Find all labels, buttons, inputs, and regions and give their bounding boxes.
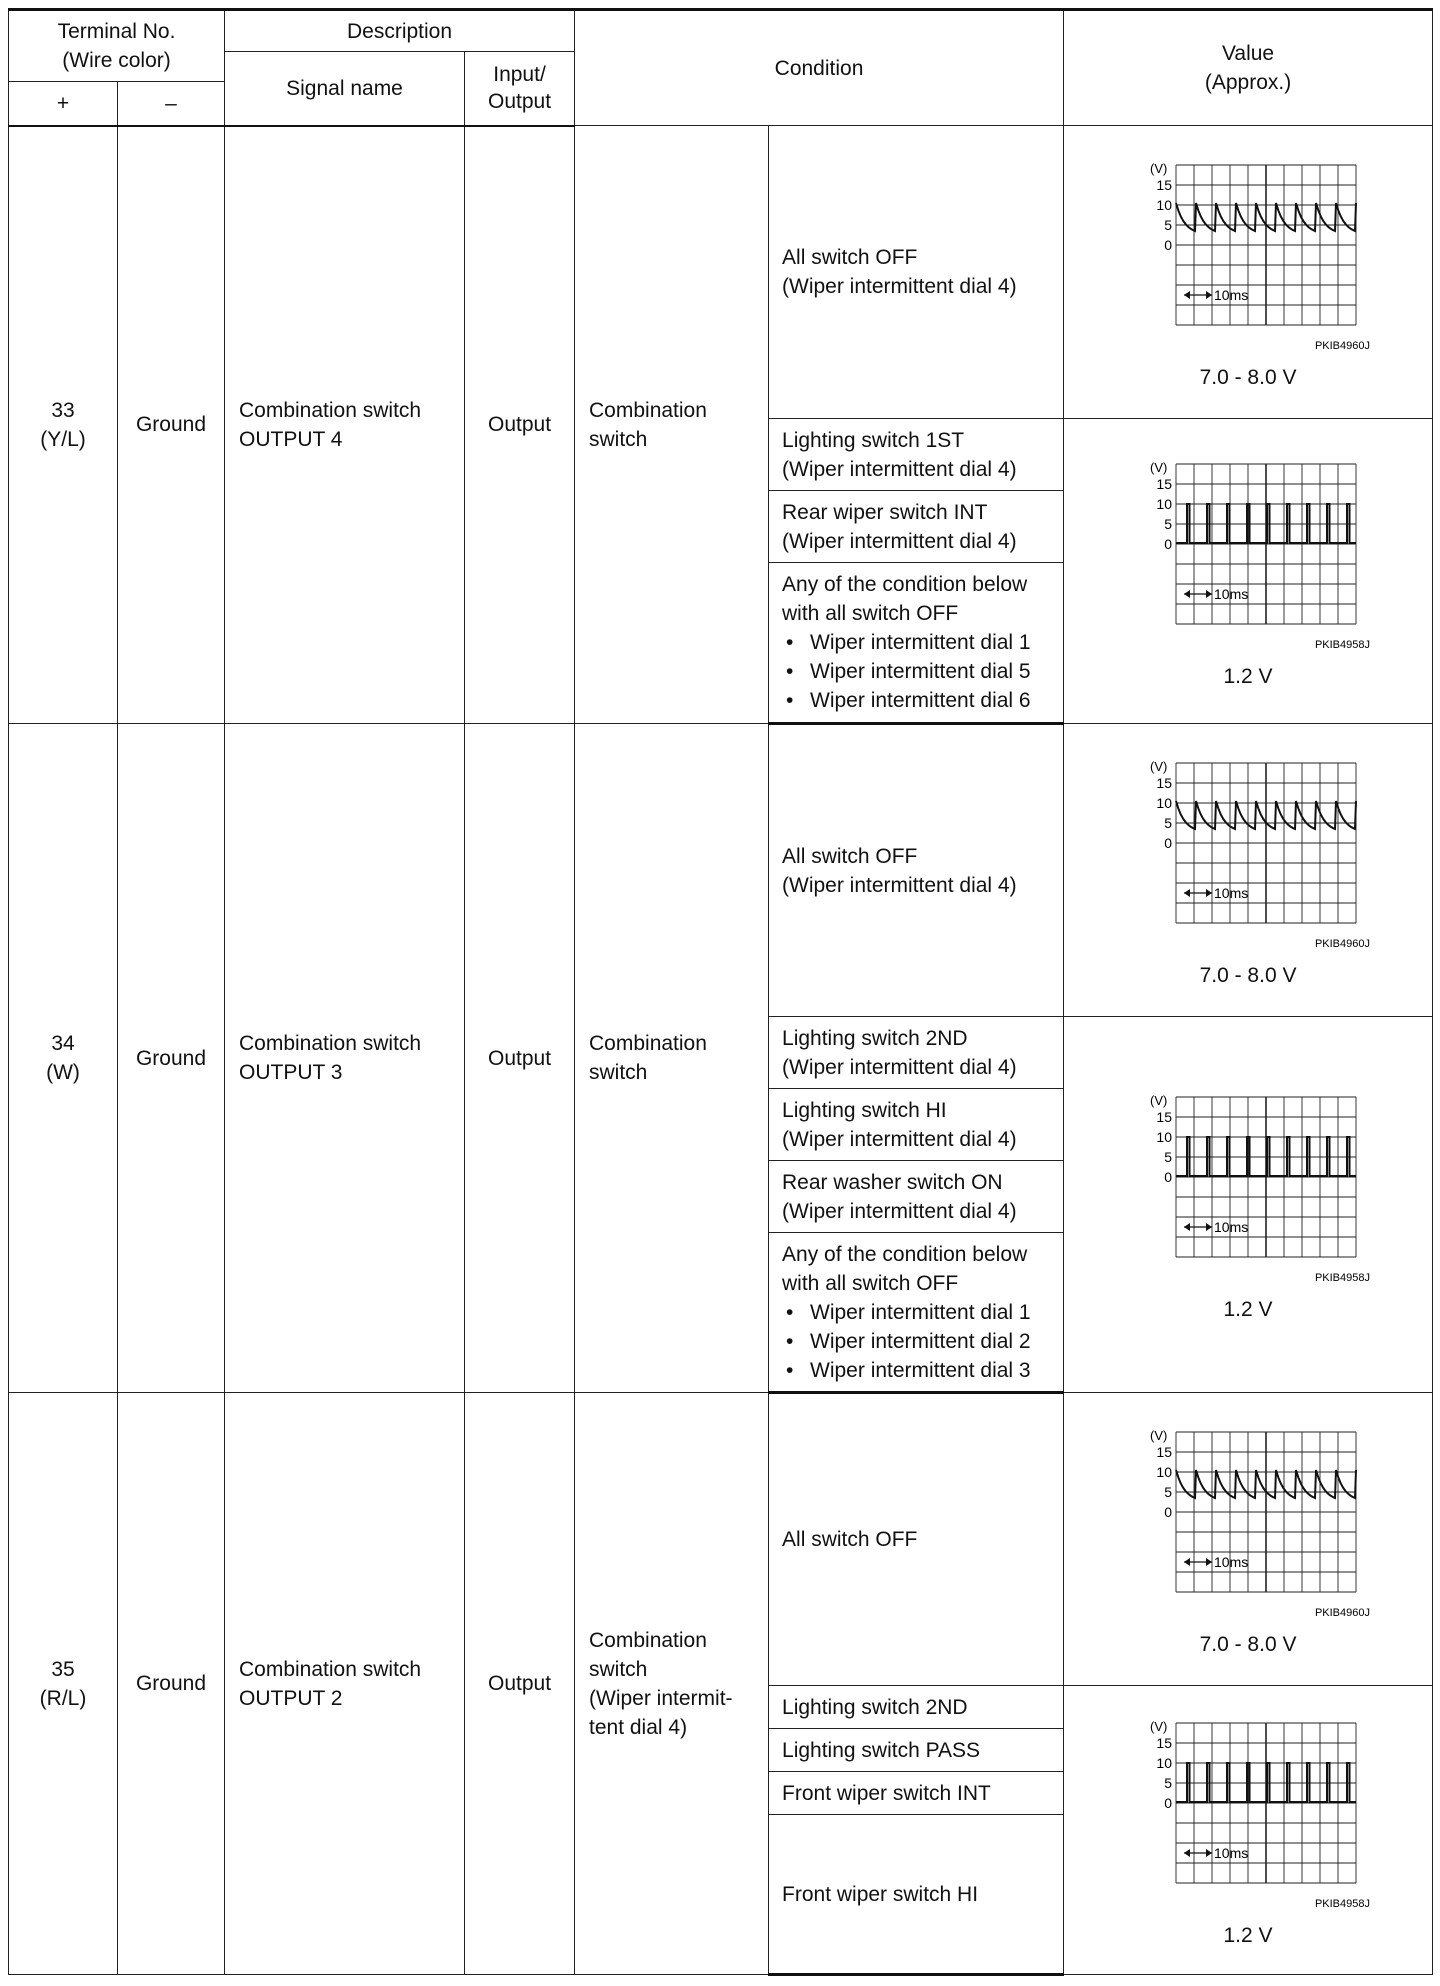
y-tick-label: 15 (1156, 1443, 1173, 1460)
io-35: Output (465, 1393, 575, 1975)
io-34: Output (465, 724, 575, 1393)
minus-header: – (118, 82, 225, 126)
condition-35-0: All switch OFF (769, 1393, 1064, 1686)
time-scale-label: 10ms (1214, 884, 1249, 901)
value-label: Value (1221, 42, 1275, 65)
time-scale-label: 10ms (1214, 1553, 1249, 1570)
y-tick-label: 0 (1164, 1169, 1173, 1185)
y-tick-label: 15 (1156, 1734, 1173, 1751)
condition-34-4-text: Any of the condition below with all switch OFF (782, 1242, 1028, 1295)
waveform-tri-chart (1118, 1420, 1378, 1630)
terminal-plus-34: 34 (W) (9, 724, 118, 1393)
condition-33-2: Rear wiper switch INT (Wiper intermittent dial 4) (769, 491, 1064, 563)
y-tick-label: 0 (1164, 834, 1173, 851)
waveform-trace (1176, 1137, 1356, 1176)
value-cell-33-1 (1064, 419, 1433, 724)
axis-unit-label: (V) (1150, 758, 1168, 774)
figure-code: PKIB4960J (1314, 937, 1371, 950)
arrow-head-right-icon (1206, 291, 1212, 299)
value-cell-33-0 (1064, 126, 1433, 419)
condition-35-4: Front wiper switch HI (769, 1815, 1064, 1975)
y-tick-label: 5 (1164, 1774, 1173, 1791)
figure-code: PKIB4960J (1314, 1606, 1371, 1619)
value-text: 7.0 - 8.0 V (1199, 1632, 1297, 1656)
waveform-tri-chart (1118, 751, 1378, 961)
axis-unit-label: (V) (1150, 1093, 1168, 1108)
value-text: 7.0 - 8.0 V (1199, 365, 1297, 389)
condition-34-4-bullets (782, 1298, 1059, 1385)
bullet-item: • Wiper intermittent dial 3 (782, 1356, 1059, 1385)
condition-main-34: Combination switch (575, 724, 769, 1393)
y-tick-label: 5 (1164, 515, 1173, 532)
y-tick-label: 15 (1156, 1109, 1173, 1125)
y-tick-label: 10 (1156, 196, 1173, 213)
axis-unit-label: (V) (1150, 160, 1168, 176)
condition-35-2: Lighting switch PASS (769, 1729, 1064, 1772)
arrow-head-left-icon (1184, 590, 1190, 598)
figure-code: PKIB4960J (1314, 339, 1371, 352)
y-tick-label: 15 (1156, 176, 1173, 193)
bullet-item: • Wiper intermittent dial 5 (782, 657, 1059, 686)
arrow-head-right-icon (1206, 1223, 1212, 1231)
value-cell-35-0 (1064, 1393, 1433, 1686)
condition-33-3-text: Any of the condition below with all switch OFF (782, 573, 1028, 625)
y-tick-label: 5 (1164, 216, 1173, 233)
signal-name-34: Combination switch OUTPUT 3 (225, 724, 465, 1393)
value-header (1064, 10, 1433, 126)
y-tick-label: 10 (1156, 1129, 1173, 1145)
time-scale-label: 10ms (1214, 585, 1249, 602)
figure-code: PKIB4958J (1314, 638, 1371, 651)
arrow-head-left-icon (1184, 291, 1190, 299)
bullet-item: • Wiper intermittent dial 2 (782, 1327, 1059, 1356)
y-tick-label: 10 (1156, 1463, 1173, 1480)
terminal-no-label: Terminal No. (57, 20, 176, 43)
axis-unit-label: (V) (1150, 1718, 1168, 1734)
bullet-item: • Wiper intermittent dial 1 (782, 1298, 1059, 1327)
arrow-head-left-icon (1184, 1223, 1190, 1231)
time-scale-label: 10ms (1214, 1219, 1249, 1235)
arrow-head-right-icon (1206, 590, 1212, 598)
condition-33-3-bullets (782, 628, 1059, 715)
value-cell-35-1 (1064, 1686, 1433, 1975)
waveform-trace (1176, 1763, 1356, 1802)
arrow-head-right-icon (1206, 1849, 1212, 1857)
y-tick-label: 10 (1156, 794, 1173, 811)
y-tick-label: 0 (1164, 535, 1173, 552)
y-tick-label: 10 (1156, 495, 1173, 512)
plus-header: + (9, 82, 118, 126)
waveform-pulse-chart (1118, 1711, 1378, 1921)
y-tick-label: 0 (1164, 1794, 1173, 1811)
condition-33-3 (769, 563, 1064, 724)
terminal-plus-33: 33 (Y/L) (9, 126, 118, 724)
bullet-item: • Wiper intermittent dial 1 (782, 628, 1059, 657)
signal-name-35: Combination switch OUTPUT 2 (225, 1393, 465, 1975)
terminal-minus-35: Ground (118, 1393, 225, 1975)
condition-main-35: Combination switch (Wiper intermit- tent dial 4) (575, 1393, 769, 1975)
axis-unit-label: (V) (1150, 1427, 1168, 1443)
waveform-tri-chart (1118, 153, 1378, 363)
condition-header: Condition (575, 10, 1064, 126)
condition-35-1: Lighting switch 2ND (769, 1686, 1064, 1729)
condition-33-1: Lighting switch 1ST (Wiper intermittent dial 4) (769, 419, 1064, 491)
condition-34-0: All switch OFF (Wiper intermittent dial 4) (769, 724, 1064, 1017)
value-text: 7.0 - 8.0 V (1199, 963, 1297, 987)
y-tick-label: 5 (1164, 1149, 1173, 1165)
y-tick-label: 5 (1164, 1483, 1173, 1500)
waveform-trace (1176, 504, 1356, 543)
time-scale-label: 10ms (1214, 286, 1249, 303)
input-output-header: Input/ Output (465, 52, 575, 126)
y-tick-label: 15 (1156, 774, 1173, 791)
approx-label: (Approx.) (1204, 71, 1292, 94)
condition-34-2: Lighting switch HI (Wiper intermittent dial 4) (769, 1089, 1064, 1161)
arrow-head-left-icon (1184, 889, 1190, 897)
condition-34-4 (769, 1233, 1064, 1393)
value-cell-34-1 (1064, 1017, 1433, 1393)
arrow-head-right-icon (1206, 1558, 1212, 1566)
terminal-table-sheet (8, 8, 1432, 1978)
arrow-head-right-icon (1206, 889, 1212, 897)
arrow-head-left-icon (1184, 1558, 1190, 1566)
bullet-item: • Wiper intermittent dial 6 (782, 686, 1059, 715)
terminal-minus-33: Ground (118, 126, 225, 724)
value-text: 1.2 V (1223, 1298, 1273, 1321)
y-tick-label: 0 (1164, 236, 1173, 253)
description-header: Description (225, 10, 575, 52)
y-tick-label: 0 (1164, 1503, 1173, 1520)
terminal-minus-34: Ground (118, 724, 225, 1393)
y-tick-label: 5 (1164, 814, 1173, 831)
wire-color-label: (Wire color) (62, 49, 171, 72)
y-tick-label: 10 (1156, 1754, 1173, 1771)
y-tick-label: 15 (1156, 475, 1173, 492)
signal-name-header: Signal name (225, 52, 465, 126)
condition-main-33: Combination switch (575, 126, 769, 724)
value-text: 1.2 V (1223, 1923, 1273, 1947)
terminal-no-header (9, 10, 225, 82)
signal-name-33: Combination switch OUTPUT 4 (225, 126, 465, 724)
waveform-pulse-chart (1118, 1085, 1378, 1295)
terminal-plus-35: 35 (R/L) (9, 1393, 118, 1975)
figure-code: PKIB4958J (1314, 1897, 1371, 1910)
arrow-head-left-icon (1184, 1849, 1190, 1857)
condition-34-3: Rear washer switch ON (Wiper intermittent dial 4) (769, 1161, 1064, 1233)
condition-34-1: Lighting switch 2ND (Wiper intermittent dial 4) (769, 1017, 1064, 1089)
waveform-pulse-chart (1118, 452, 1378, 662)
io-33: Output (465, 126, 575, 724)
value-text: 1.2 V (1223, 664, 1273, 688)
axis-unit-label: (V) (1150, 459, 1168, 475)
figure-code: PKIB4958J (1314, 1272, 1371, 1284)
time-scale-label: 10ms (1214, 1844, 1249, 1861)
condition-33-0: All switch OFF (Wiper intermittent dial 4) (769, 126, 1064, 419)
condition-35-3: Front wiper switch INT (769, 1772, 1064, 1815)
value-cell-34-0 (1064, 724, 1433, 1017)
terminal-table (8, 8, 1433, 1976)
